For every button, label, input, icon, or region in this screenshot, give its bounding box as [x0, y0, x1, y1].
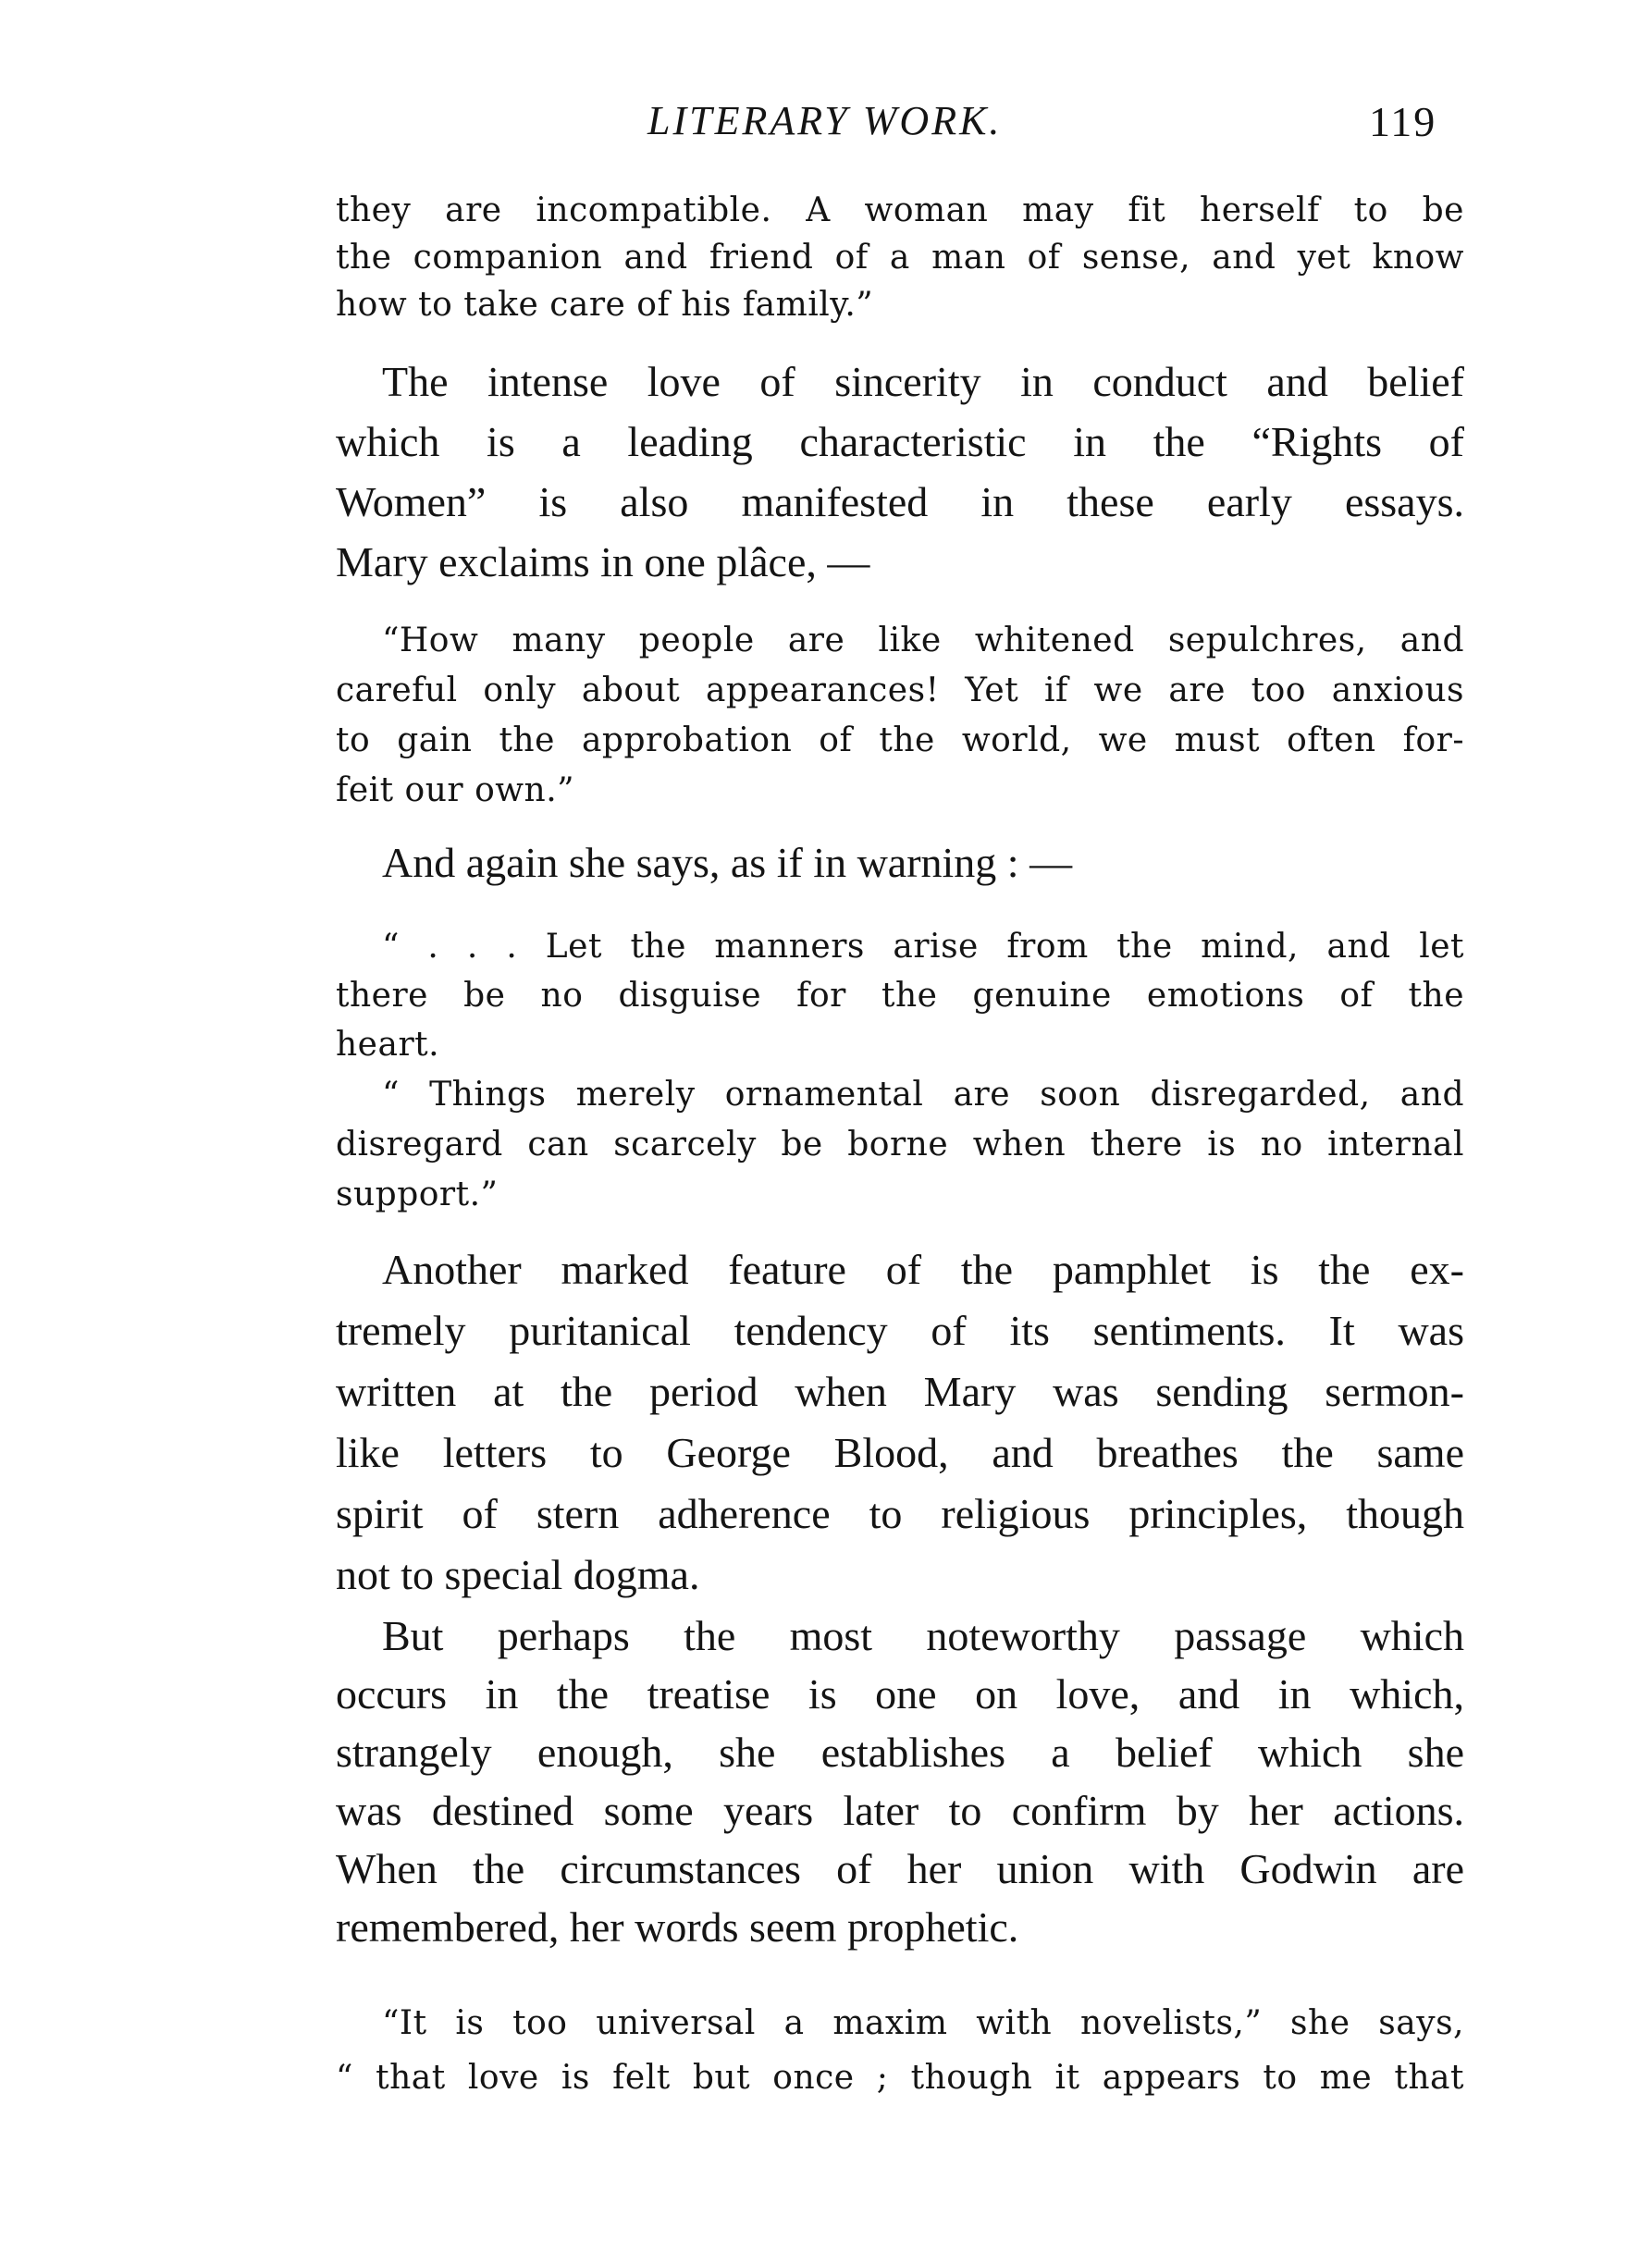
text-line: heart. [336, 1026, 440, 1064]
text-line: “ that love is felt but once ; though it appears to me that [336, 2059, 1464, 2097]
text-line: which is a leading characteristic in the “Rights of [336, 418, 1464, 465]
running-head: LITERARY WORK. [647, 98, 1003, 143]
text-line: “ . . . Let the manners arise from the mind, and let [382, 928, 1464, 966]
text-line: was destined some years later to confirm by her actions. [336, 1787, 1464, 1834]
text-line: And again she says, as if in warning : — [382, 839, 1073, 886]
text-line: support.” [336, 1176, 499, 1213]
text-line: Women” is also manifested in these early essays. [336, 478, 1464, 525]
text-line: strangely enough, she establishes a belief which she [336, 1729, 1464, 1776]
text-line: spirit of stern adherence to religious principles, though [336, 1490, 1464, 1537]
text-line: to gain the approbation of the world, we must often for- [336, 721, 1464, 759]
text-line: “How many people are like whitened sepulchres, and [382, 622, 1464, 659]
text-line: Another marked feature of the pamphlet is the ex- [382, 1246, 1464, 1293]
text-line: not to special dogma. [336, 1551, 700, 1598]
text-line: But perhaps the most noteworthy passage which [382, 1612, 1464, 1659]
page-number: 119 [1369, 98, 1437, 145]
text-line: careful only about appearances! Yet if we are too anxious [336, 671, 1464, 709]
text-line: occurs in the treatise is one on love, and in which, [336, 1670, 1464, 1718]
text-line: there be no disguise for the genuine emotions of the [336, 977, 1464, 1015]
text-line: Mary exclaims in one plâce, — [336, 538, 870, 585]
text-line: like letters to George Blood, and breathes the same [336, 1429, 1464, 1476]
text-line: When the circumstances of her union with Godwin are [336, 1845, 1464, 1892]
text-line: tremely puritanical tendency of its sentiments. It was [336, 1307, 1464, 1354]
text-line: remembered, her words seem prophetic. [336, 1903, 1019, 1951]
text-line: how to take care of his family.” [336, 286, 874, 324]
text-line: written at the period when Mary was sending sermon- [336, 1368, 1464, 1415]
text-line: feit our own.” [336, 771, 575, 809]
text-line: disregard can scarcely be borne when there is no internal [336, 1126, 1464, 1164]
text-line: “It is too universal a maxim with novelists,” she says, [382, 2004, 1464, 2042]
text-line: “ Things merely ornamental are soon disregarded, and [382, 1076, 1464, 1114]
text-line: The intense love of sincerity in conduct and belief [382, 358, 1464, 405]
text-line: they are incompatible. A woman may fit herself to be [336, 191, 1464, 229]
text-line: the companion and friend of a man of sense, and yet know [336, 239, 1464, 277]
